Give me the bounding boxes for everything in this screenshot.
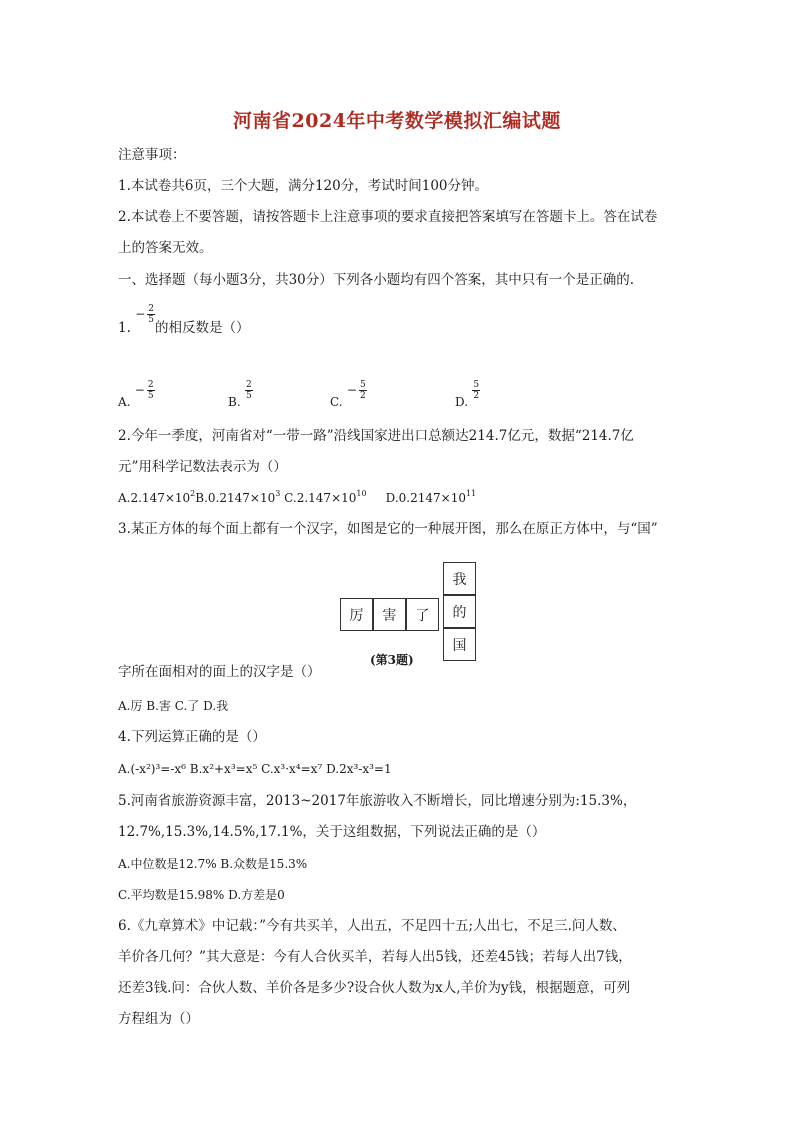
option-label: D. <box>455 395 469 409</box>
fraction-numerator: 5 <box>359 380 366 390</box>
fraction-denominator: 2 <box>473 391 480 401</box>
question-5-line-1: 5.河南省旅游资源丰富，2013~2017年旅游收入不断增长，同比增速分别为:15.3%， <box>118 793 637 809</box>
q2-option-b: B.0.2147×10 <box>195 491 276 505</box>
question-2-options <box>118 489 476 507</box>
notes-heading: 注意事项： <box>118 147 186 163</box>
q2-option-a-exponent: 2 <box>190 489 196 498</box>
notes-item-1: 1.本试卷共6页，三个大题，满分120分，考试时间100分钟。 <box>118 178 489 194</box>
notes-item-2-line-1: 2.本试卷上不要答题，请按答题卡上注意事项的要求直接把答案填写在答题卡上。答在试卷 <box>118 209 658 225</box>
fraction-denominator: 5 <box>147 391 154 401</box>
net-cell-row-1: 厉 <box>340 598 373 631</box>
option-label: A. <box>118 395 131 409</box>
q1-option-d <box>455 380 480 409</box>
fraction-numerator: 2 <box>148 304 154 314</box>
q2-option-a: A.2.147×10 <box>118 491 191 505</box>
q1-option-a <box>118 380 155 409</box>
fraction-denominator: 2 <box>359 391 366 401</box>
option-label: B. <box>228 395 241 409</box>
q2-option-c: C.2.147×10 <box>284 491 357 505</box>
question-1-text: 的相反数是（） <box>154 320 250 336</box>
q1-option-b <box>228 380 253 409</box>
question-6-line-1: 6.《九章算术》中记载：”今有共买羊，人出五，不足四十五;人出七，不足三.问人数、 <box>118 918 626 934</box>
net-cell-column-1: 我 <box>443 562 476 595</box>
figure-caption: (第3题) <box>370 653 414 667</box>
option-minus: − <box>134 383 145 397</box>
question-2-line-1: 2.今年一季度，河南省对“一带一路”沿线国家进出口总额达214.7亿元，数据“214.7亿 <box>118 428 634 444</box>
option-fraction <box>245 380 253 401</box>
net-cell-row-2: 害 <box>373 598 406 631</box>
option-label: C. <box>330 395 343 409</box>
q2-option-d: D.0.2147×10 <box>385 491 466 505</box>
net-cell-row-3: 了 <box>406 598 439 631</box>
net-cell-column-3: 国 <box>443 628 476 661</box>
option-fraction <box>147 380 155 401</box>
fraction-numerator: 2 <box>147 380 154 390</box>
question-5-options-line-1: A.中位数是12.7% B.众数是15.3% <box>118 857 308 871</box>
question-1 <box>118 304 250 339</box>
question-2-line-2: 元”用科学记数法表示为（） <box>118 459 287 475</box>
cube-net-figure <box>340 557 490 673</box>
question-1-number: 1. <box>118 320 131 336</box>
q2-option-c-exponent: 10 <box>356 489 367 498</box>
fraction-denominator: 5 <box>245 391 252 401</box>
net-cell-column-2: 的 <box>443 595 476 628</box>
question-3-line-1: 3.某正方体的每个面上都有一个汉字，如图是它的一种展开图，那么在原正方体中，与“国” <box>118 521 658 537</box>
question-1-minus: − <box>135 307 146 321</box>
page-title: 河南省2024年中考数学模拟汇编试题 <box>233 110 561 132</box>
question-4-options: A.(-x²)³=-x⁶ B.x²+x³=x⁵ C.x³·x⁴=x⁷ D.2x³-x³=1 <box>118 762 392 776</box>
option-minus: − <box>346 383 357 397</box>
fraction-numerator: 2 <box>245 380 252 390</box>
question-6-line-2: 羊价各几何？”其大意是：今有人合伙买羊，若每人出5钱，还差45钱；若每人出7钱， <box>118 949 632 965</box>
option-fraction <box>472 380 480 401</box>
question-3-line-2: 字所在面相对的面上的汉字是（） <box>118 664 321 680</box>
q2-option-b-exponent: 3 <box>275 489 281 498</box>
question-3-options: A.厉 B.害 C.了 D.我 <box>118 699 229 713</box>
fraction-denominator: 5 <box>148 315 154 325</box>
question-4-text: 4.下列运算正确的是（） <box>118 729 266 745</box>
section-1-heading: 一、选择题（每小题3分，共30分）下列各小题均有四个答案，其中只有一个是正确的. <box>118 272 635 288</box>
q1-option-c <box>330 380 367 409</box>
question-5-options-line-2: C.平均数是15.98% D.方差是0 <box>118 888 285 902</box>
fraction-numerator: 5 <box>473 380 480 390</box>
notes-item-2-line-2: 上的答案无效。 <box>118 240 213 256</box>
question-5-line-2: 12.7%,15.3%,14.5%,17.1%，关于这组数据，下列说法正确的是（） <box>118 824 546 840</box>
question-6-line-3: 还差3钱.问：合伙人数、羊价各是多少?设合伙人数为x人,羊价为y钱，根据题意，可列 <box>118 980 631 996</box>
option-fraction <box>359 380 367 401</box>
q2-option-d-exponent: 11 <box>465 489 477 498</box>
question-6-line-4: 方程组为（） <box>118 1011 199 1027</box>
question-1-fraction <box>147 304 155 325</box>
